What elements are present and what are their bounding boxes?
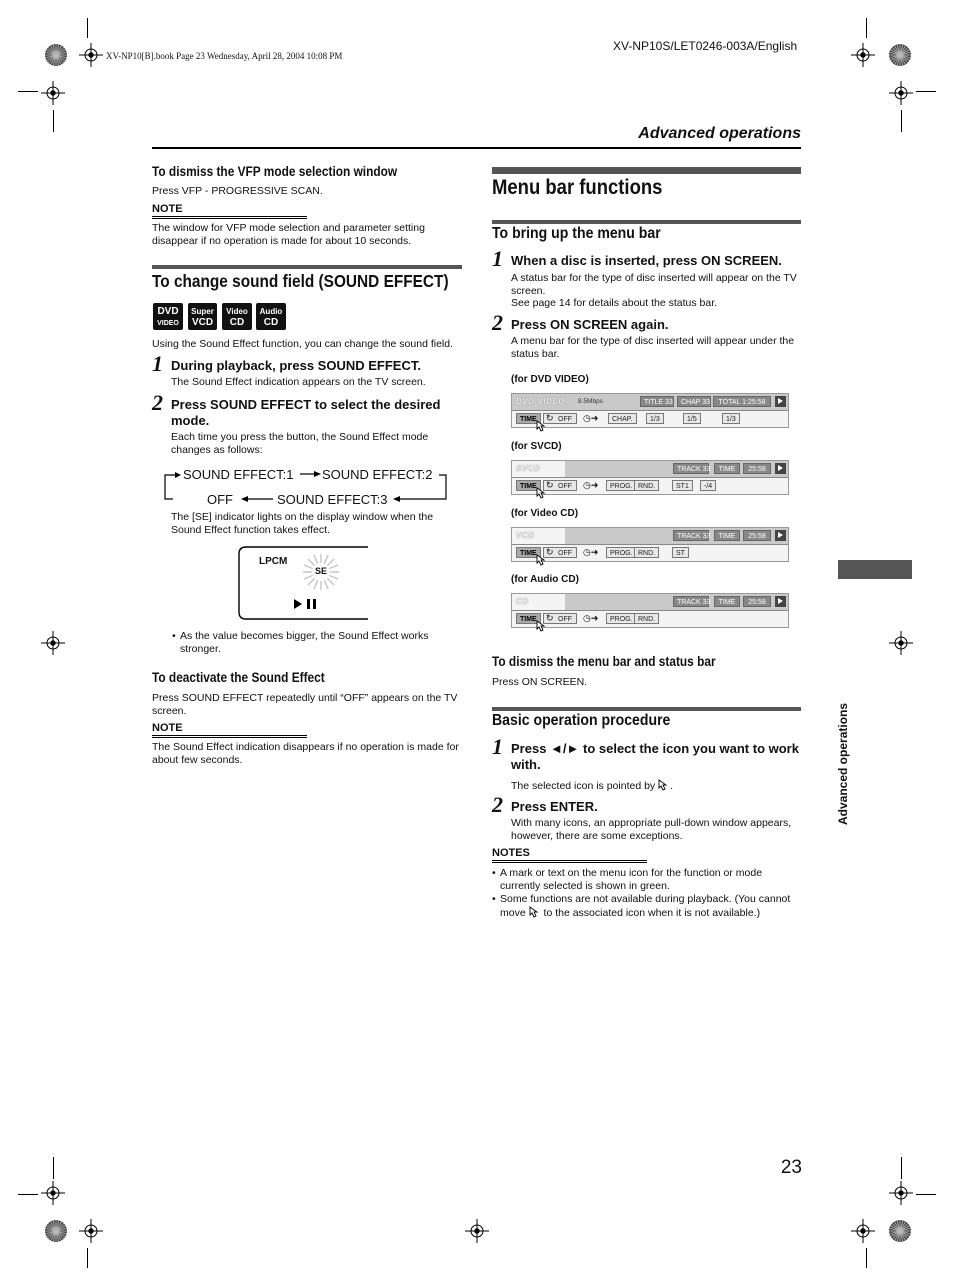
- sound-title-bar: [152, 265, 462, 269]
- bar-divider: [512, 477, 788, 478]
- time-select-icon: ◷➜: [583, 613, 599, 623]
- crop-line: [916, 1194, 936, 1195]
- s2-text: Press ON SCREEN again.: [511, 317, 669, 332]
- crop-line: [901, 110, 902, 132]
- status-field: TIME: [714, 596, 740, 607]
- bar-divider: [512, 410, 788, 411]
- b1-desc-line: The selected icon is pointed by .: [511, 780, 674, 792]
- status-field: TRACK 33: [673, 530, 709, 541]
- menu-icon[interactable]: 1/3: [646, 413, 664, 424]
- page-number: 23: [780, 1157, 802, 1178]
- crop-line: [866, 18, 867, 38]
- header-rule: [152, 147, 801, 149]
- b1-desc: The selected icon is pointed by: [511, 780, 656, 792]
- bring-title: To bring up the menu bar: [492, 225, 661, 242]
- section-header: Advanced operations: [638, 125, 801, 142]
- cycle-off: OFF: [207, 492, 233, 507]
- play-pause-icon: [294, 599, 320, 609]
- registration-mark-icon: [465, 1219, 489, 1243]
- registration-mark-icon: [851, 1219, 875, 1243]
- note-item-text: Some functions are not available during playback. (You cannot move: [500, 893, 791, 919]
- crop-line: [901, 1157, 902, 1179]
- status-field: 25:58: [743, 596, 771, 607]
- step2-number: 2: [152, 390, 163, 415]
- color-wheel-icon: [44, 43, 68, 67]
- expand-arrow-icon[interactable]: [775, 396, 786, 407]
- note-bullet: •: [492, 867, 496, 879]
- status-field: TIME: [714, 463, 740, 474]
- b2-text: Press ENTER.: [511, 799, 598, 814]
- menu-bar-caption: (for SVCD): [511, 441, 562, 452]
- registration-mark-icon: [851, 43, 875, 67]
- b1-number: 1: [492, 734, 503, 759]
- s1-desc2: See page 14 for details about the status bar.: [511, 297, 718, 309]
- s2-number: 2: [492, 310, 503, 335]
- menu-icon[interactable]: OFF: [543, 547, 577, 558]
- menu-icon[interactable]: OFF: [543, 480, 577, 491]
- color-wheel-icon: [888, 43, 912, 67]
- bar-divider: [512, 544, 788, 545]
- menu-icon[interactable]: PROG.: [606, 613, 637, 624]
- b2-desc: With many icons, an appropriate pull-down window appears, however, there are some exceptions.: [511, 817, 792, 842]
- video-cd-icon: Video CD: [222, 303, 252, 330]
- se-indicator-text: The [SE] indicator lights on the display window when the Sound Effect function takes effect.: [171, 511, 434, 536]
- dvd-video-icon: DVD VIDEO: [153, 303, 183, 330]
- crop-line: [18, 91, 38, 92]
- repeat-icon: ↻: [546, 413, 554, 423]
- display-window: [238, 546, 370, 620]
- note-item-text: to the associated icon when it is not available.): [543, 907, 761, 919]
- registration-mark-icon: [889, 1181, 913, 1205]
- step1-number: 1: [152, 351, 163, 376]
- menu-icon[interactable]: CHAP.: [608, 413, 637, 424]
- notes-rule: [492, 860, 647, 863]
- status-field: 25:58: [743, 530, 771, 541]
- registration-mark-icon: [41, 81, 65, 105]
- bullet-text: As the value becomes bigger, the Sound Effect works stronger.: [180, 630, 429, 655]
- menu-bar-caption: (for Audio CD): [511, 574, 579, 585]
- cycle-se2: SOUND EFFECT:2: [322, 467, 433, 482]
- menu-icon[interactable]: 1/3: [722, 413, 740, 424]
- pointer-icon: [536, 620, 548, 632]
- side-tab-label: Advanced operations: [836, 702, 850, 825]
- menu-icon[interactable]: OFF: [543, 613, 577, 624]
- note1-label: NOTE: [152, 203, 183, 215]
- menu-icon[interactable]: -/4: [700, 480, 716, 491]
- vfp-text: Press VFP - PROGRESSIVE SCAN.: [152, 185, 323, 197]
- time-select-icon: ◷➜: [583, 413, 599, 423]
- bullet-item: [172, 630, 462, 656]
- time-select-icon: ◷➜: [583, 480, 599, 490]
- menu-icon[interactable]: ST1: [672, 480, 693, 491]
- status-field: TRACK 33: [673, 463, 709, 474]
- expand-arrow-icon[interactable]: [775, 530, 786, 541]
- notes-label: NOTES: [492, 847, 530, 859]
- menu-bar: [511, 460, 789, 495]
- menu-icon[interactable]: PROG.: [606, 480, 637, 491]
- status-field: TOTAL 1:25:58: [713, 396, 771, 407]
- crop-line: [18, 1194, 38, 1195]
- note-item-text: A mark or text on the menu icon for the function or mode currently selected is shown in green.: [500, 867, 763, 892]
- dismiss-text: Press ON SCREEN.: [492, 676, 588, 688]
- super-vcd-icon: Super VCD: [188, 303, 217, 330]
- menu-bar: [511, 593, 789, 628]
- s2-desc: A menu bar for the type of disc inserted will appear under the status bar.: [511, 335, 795, 360]
- step2-desc: Each time you press the button, the Sound Effect mode changes as follows:: [171, 431, 429, 456]
- status-field: TRACK 33: [673, 596, 709, 607]
- se-label: SE: [315, 566, 328, 576]
- note-item: [492, 867, 802, 893]
- intro-text: Using the Sound Effect function, you can change the sound field.: [152, 338, 454, 350]
- expand-arrow-icon[interactable]: [775, 463, 786, 474]
- menu-bar: [511, 393, 789, 428]
- crop-line: [87, 1248, 88, 1268]
- basic-title: Basic operation procedure: [492, 712, 671, 729]
- step2-text: Press SOUND EFFECT to select the desired mode.: [171, 397, 441, 428]
- status-field: CHAP 33: [677, 396, 711, 407]
- color-wheel-icon: [44, 1219, 68, 1243]
- audio-cd-icon: Audio CD: [256, 303, 286, 330]
- deactivate-title: To deactivate the Sound Effect: [152, 670, 325, 685]
- bring-title-bar: [492, 220, 801, 224]
- registration-mark-icon: [41, 631, 65, 655]
- note-bullet: •: [492, 893, 496, 905]
- bar-divider: [512, 610, 788, 611]
- time-menu-icon[interactable]: TIME: [516, 613, 541, 624]
- status-field: TIME: [714, 530, 740, 541]
- doc-id: XV-NP10S/LET0246-003A/English: [613, 39, 798, 53]
- repeat-icon: ↻: [546, 547, 554, 557]
- registration-mark-icon: [889, 631, 913, 655]
- side-tab-label-box: [836, 702, 858, 825]
- time-select-icon: ◷➜: [583, 547, 599, 557]
- note2-rule: [152, 735, 307, 738]
- disc-type-logo: SVCD: [516, 464, 541, 473]
- note2-label: NOTE: [152, 722, 183, 734]
- note1-text: The window for VFP mode selection and parameter setting disappear if no operation is made for about 10 seconds.: [152, 222, 425, 247]
- crop-line: [87, 18, 88, 38]
- pointer-icon: [536, 554, 548, 566]
- cycle-se1: SOUND EFFECT:1: [183, 467, 294, 482]
- menu-icon[interactable]: 1/5: [683, 413, 701, 424]
- menu-bar: [511, 527, 789, 562]
- s1-desc: A status bar for the type of disc inserted will appear on the TV screen.: [511, 272, 797, 297]
- time-menu-icon[interactable]: TIME: [516, 413, 541, 424]
- repeat-icon: ↻: [546, 613, 554, 623]
- menu-icon[interactable]: OFF: [543, 413, 577, 424]
- b2-number: 2: [492, 792, 503, 817]
- cycle-se3: SOUND EFFECT:3: [277, 492, 388, 507]
- s1-number: 1: [492, 246, 503, 271]
- note1-rule: [152, 216, 307, 219]
- menu-icon[interactable]: RND.: [634, 613, 659, 624]
- time-menu-icon[interactable]: TIME: [516, 547, 541, 558]
- vfp-title: To dismiss the VFP mode selection window: [152, 164, 398, 179]
- disc-type-logo: VCD: [516, 531, 535, 540]
- crop-line: [53, 1157, 54, 1179]
- s1-text: When a disc is inserted, press ON SCREEN.: [511, 253, 782, 268]
- lpcm-label: LPCM: [259, 556, 288, 567]
- menu-icon[interactable]: ST: [672, 547, 689, 558]
- bullet-dot: •: [172, 630, 176, 642]
- time-menu-icon[interactable]: TIME: [516, 480, 541, 491]
- disc-type-logo: CD: [516, 597, 529, 606]
- registration-mark-icon: [41, 1181, 65, 1205]
- color-wheel-icon: [888, 1219, 912, 1243]
- basic-title-bar: [492, 707, 801, 711]
- menu-icon[interactable]: RND.: [634, 480, 659, 491]
- pointer-icon: [529, 906, 541, 918]
- step1-desc: The Sound Effect indication appears on the TV screen.: [171, 376, 426, 388]
- crop-line: [916, 91, 936, 92]
- note-item: [492, 893, 802, 920]
- repeat-icon: ↻: [546, 480, 554, 490]
- crop-line: [866, 1248, 867, 1268]
- registration-mark-icon: [79, 43, 103, 67]
- bitrate-readout: 8.5Mbps: [578, 398, 603, 405]
- menu-bar-title: Menu bar functions: [492, 176, 663, 199]
- menu-icon[interactable]: PROG.: [606, 547, 637, 558]
- sound-effect-cycle: [163, 463, 453, 507]
- registration-mark-icon: [889, 81, 913, 105]
- menu-bar-caption: (for Video CD): [511, 508, 579, 519]
- expand-arrow-icon[interactable]: [775, 596, 786, 607]
- notes-list: [492, 867, 802, 920]
- pointer-icon: [658, 779, 670, 791]
- deactivate-text: Press SOUND EFFECT repeatedly until “OFF” appears on the TV screen.: [152, 692, 458, 717]
- note2-text: The Sound Effect indication disappears if no operation is made for about few seconds.: [152, 741, 459, 766]
- status-field: 25:58: [743, 463, 771, 474]
- menu-icon[interactable]: RND.: [634, 547, 659, 558]
- crop-line: [53, 110, 54, 132]
- dismiss-title: To dismiss the menu bar and status bar: [492, 654, 716, 669]
- sound-title: To change sound field (SOUND EFFECT): [152, 271, 449, 291]
- book-info: XV-NP10[B].book Page 23 Wednesday, April 28, 2004 10:08 PM: [106, 51, 343, 61]
- pointer-icon: [536, 420, 548, 432]
- status-field: TITLE 33: [640, 396, 674, 407]
- pointer-icon: [536, 487, 548, 499]
- registration-mark-icon: [79, 1219, 103, 1243]
- b1-text: Press ◄/► to select the icon you want to work with.: [511, 741, 799, 772]
- disc-type-logo: DVD-VIDEO: [516, 397, 565, 406]
- menu-title-bar: [492, 167, 801, 174]
- side-tab: [838, 560, 912, 579]
- menu-bar-caption: (for DVD VIDEO): [511, 374, 589, 385]
- step1-text: During playback, press SOUND EFFECT.: [171, 358, 421, 373]
